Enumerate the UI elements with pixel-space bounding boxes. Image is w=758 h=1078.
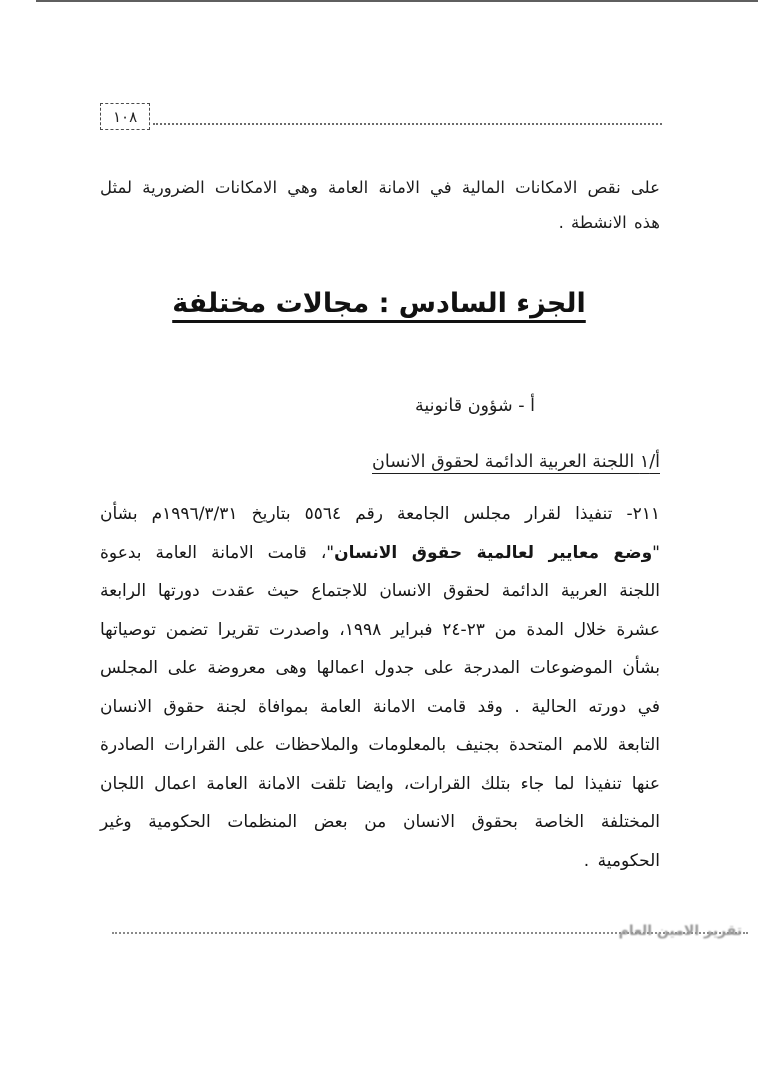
footer-stamp-text: تقرير الامين العام <box>618 923 742 939</box>
intro-paragraph: على نقص الامكانات المالية في الامانة العامة وهي الامكانات الضرورية لمثل هذه الانشطة . <box>100 178 660 232</box>
part-six-heading: الجزء السادس : مجالات مختلفة <box>172 288 586 319</box>
paragraph-211 <box>100 495 660 880</box>
scan-edge-artifact <box>36 0 758 2</box>
page-number: ١٠٨ <box>100 103 150 130</box>
header-dotted-rule <box>153 123 662 125</box>
paragraph-211-seg3: "، قامت الامانة العامة بدعوة اللجنة العربية الدائمة لحقوق الانسان للاجتماع حيث عقدت دورتها الرابعة عشرة خلال المدة من ٢٣-٢٤ فبراير ١٩٩٨، واصدرت تقريرا تضمن توصياتها بشأن الموضوعات المدرجة على جدول اعمالها وهى معروضة على المجلس في دورته الحالية . وقد قامت الامانة العامة بموافاة لجنة حقوق الانسان التابعة للامم المتحدة بجنيف بالمعلومات والملاحظات على القرارات الصادرة عنها تنفيذا لما جاء بتلك القرارات، وايضا تلقت الامانة العامة اعمال اللجان المختلفة الخاصة بحقوق الانسان من بعض المنظمات الحكومية وغير الحكومية . <box>100 542 660 871</box>
paragraph-211-bold-phrase: وضع معايير لعالمية حقوق الانسان <box>334 542 653 563</box>
paragraph-211-seg1: ٢١١- تنفيذا لقرار مجلس الجامعة رقم ٥٥٦٤ بتاريخ ١٩٩٦/٣/٣١م بشأن " <box>100 504 660 563</box>
page-header <box>100 103 662 130</box>
section-a-label: أ - شؤون قانونية <box>414 396 535 416</box>
page-footer <box>112 912 748 939</box>
section-a1-title: أ/١ اللجنة العربية الدائمة لحقوق الانسان <box>372 452 660 472</box>
